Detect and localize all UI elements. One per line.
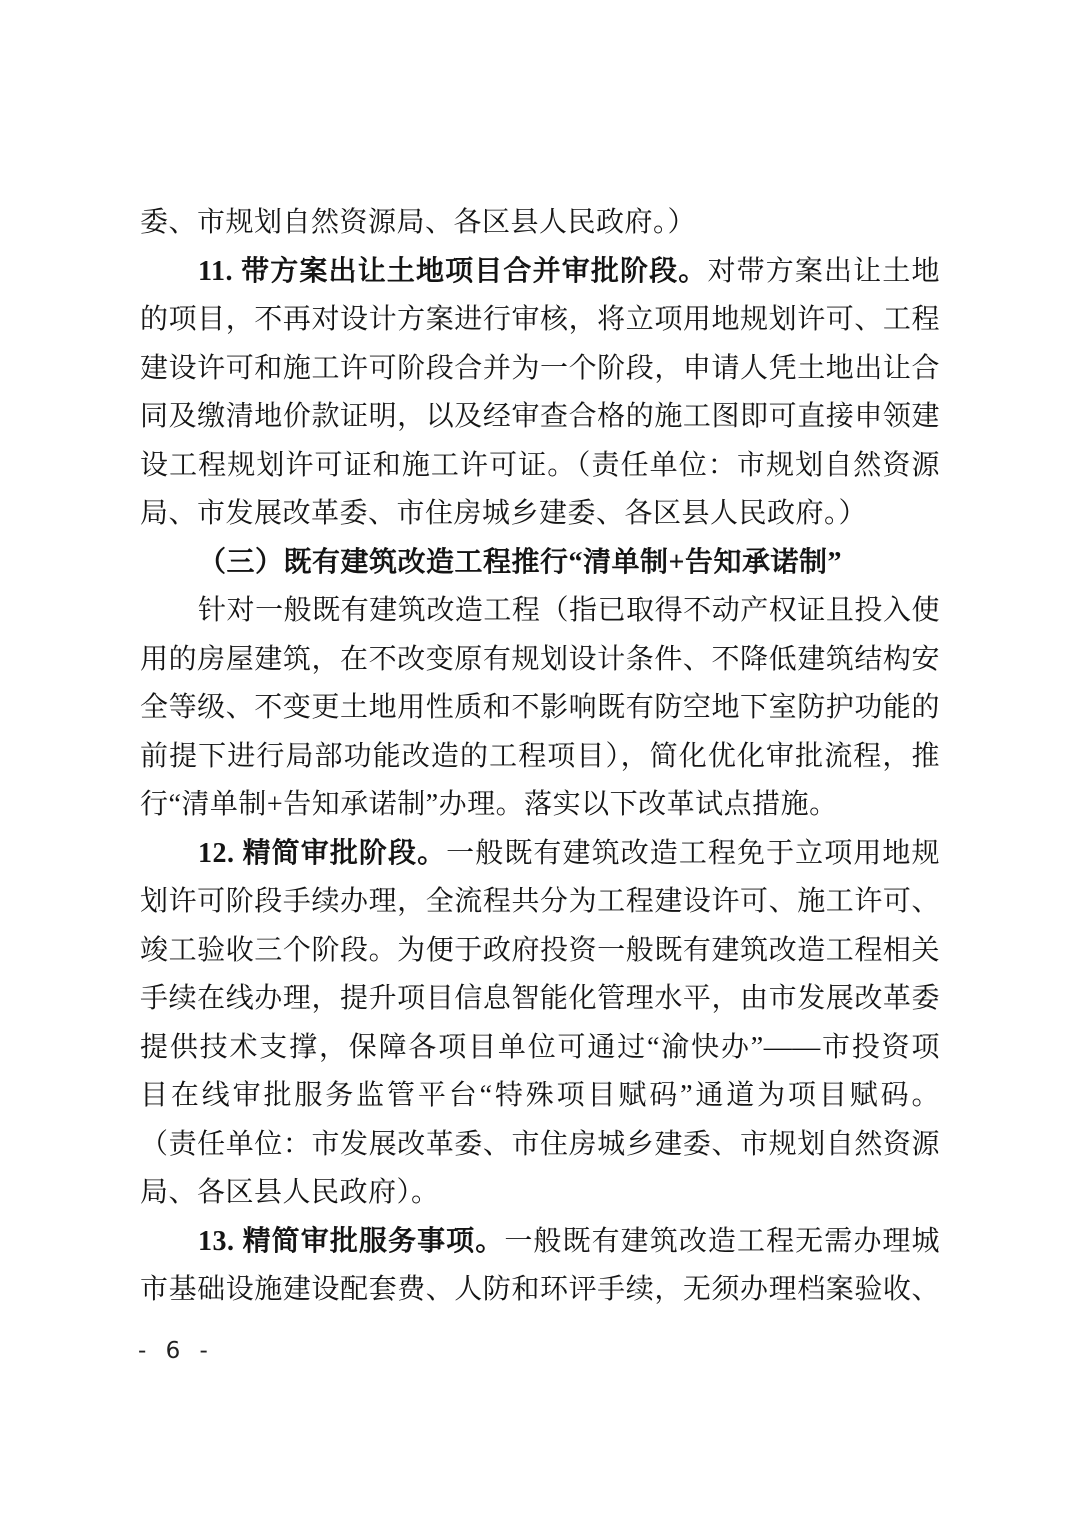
text-line bbox=[140, 733, 940, 782]
line-text-segment: 全等级、不变更土地用性质和不影响既有防空地下室防护功能的 bbox=[140, 692, 940, 723]
page-number: - 6 - bbox=[138, 1338, 214, 1364]
text-line bbox=[140, 636, 940, 685]
text-line bbox=[140, 1218, 940, 1267]
text-line bbox=[140, 248, 940, 297]
text-line bbox=[140, 490, 940, 539]
text-line bbox=[140, 442, 940, 491]
line-text-segment: 前提下进行局部功能改造的工程项目），简化优化审批流程，推 bbox=[140, 740, 940, 772]
line-text-segment: 局、各区县人民政府）。 bbox=[140, 1177, 440, 1208]
line-text-segment: 设工程规划许可证和施工许可证。（责任单位：市规划自然资源 bbox=[140, 449, 940, 481]
line-text-segment: 划许可阶段手续办理，全流程共分为工程建设许可、施工许可、 bbox=[140, 886, 940, 917]
text-line bbox=[140, 830, 940, 879]
line-text-segment: （责任单位：市发展改革委、市住房城乡建委、市规划自然资源 bbox=[140, 1128, 940, 1160]
line-text-segment: 同及缴清地价款证明，以及经审查合格的施工图即可直接申领建 bbox=[140, 401, 940, 432]
line-text-segment: 一般既有建筑改造工程免于立项用地规 bbox=[446, 837, 940, 869]
line-bold-segment: 13. 精简审批服务事项。 bbox=[198, 1225, 505, 1257]
document-body bbox=[140, 199, 940, 1315]
line-bold-segment: 12. 精简审批阶段。 bbox=[198, 837, 447, 869]
text-line bbox=[140, 1266, 940, 1315]
line-text-segment: 一般既有建筑改造工程无需办理城 bbox=[504, 1225, 940, 1257]
text-line bbox=[140, 393, 940, 442]
text-line bbox=[140, 878, 940, 927]
text-line bbox=[140, 296, 940, 345]
line-text-segment: 局、市发展改革委、市住房城乡建委、各区县人民政府。） bbox=[140, 498, 868, 529]
text-line bbox=[140, 345, 940, 394]
text-line bbox=[140, 1072, 940, 1121]
line-text-segment: 针对一般既有建筑改造工程（指已取得不动产权证且投入使 bbox=[198, 595, 940, 626]
line-text-segment: 行“清单制+告知承诺制”办理。落实以下改革试点措施。 bbox=[140, 789, 838, 820]
text-line bbox=[140, 539, 940, 588]
text-line bbox=[140, 975, 940, 1024]
line-text-segment: 委、市规划自然资源局、各区县人民政府。） bbox=[140, 207, 697, 238]
line-text-segment: 建设许可和施工许可阶段合并为一个阶段，申请人凭土地出让合 bbox=[140, 352, 940, 384]
text-line bbox=[140, 1169, 940, 1218]
text-line bbox=[140, 587, 940, 636]
text-line bbox=[140, 781, 940, 830]
line-text-segment: 竣工验收三个阶段。为便于政府投资一般既有建筑改造工程相关 bbox=[140, 934, 940, 966]
text-line bbox=[140, 1024, 940, 1073]
text-line bbox=[140, 684, 940, 733]
line-text-segment: 的项目，不再对设计方案进行审核，将立项用地规划许可、工程 bbox=[140, 304, 940, 335]
text-line bbox=[140, 1121, 940, 1170]
line-text-segment: 市基础设施建设配套费、人防和环评手续，无须办理档案验收、 bbox=[140, 1274, 940, 1305]
line-text-segment: 提供技术支撑，保障各项目单位可通过“渝快办”——市投资项 bbox=[140, 1031, 940, 1063]
line-bold-segment: 11. 带方案出让土地项目合并审批阶段。 bbox=[198, 255, 708, 287]
text-line bbox=[140, 199, 940, 248]
text-line bbox=[140, 927, 940, 976]
line-bold-segment: （三）既有建筑改造工程推行“清单制+告知承诺制” bbox=[198, 546, 842, 578]
line-text-segment: 手续在线办理，提升项目信息智能化管理水平，由市发展改革委 bbox=[140, 983, 940, 1014]
line-text-segment: 目在线审批服务监管平台“特殊项目赋码”通道为项目赋码。 bbox=[140, 1080, 940, 1111]
line-text-segment: 用的房屋建筑，在不改变原有规划设计条件、不降低建筑结构安 bbox=[140, 643, 940, 675]
line-text-segment: 对带方案出让土地 bbox=[707, 255, 940, 287]
